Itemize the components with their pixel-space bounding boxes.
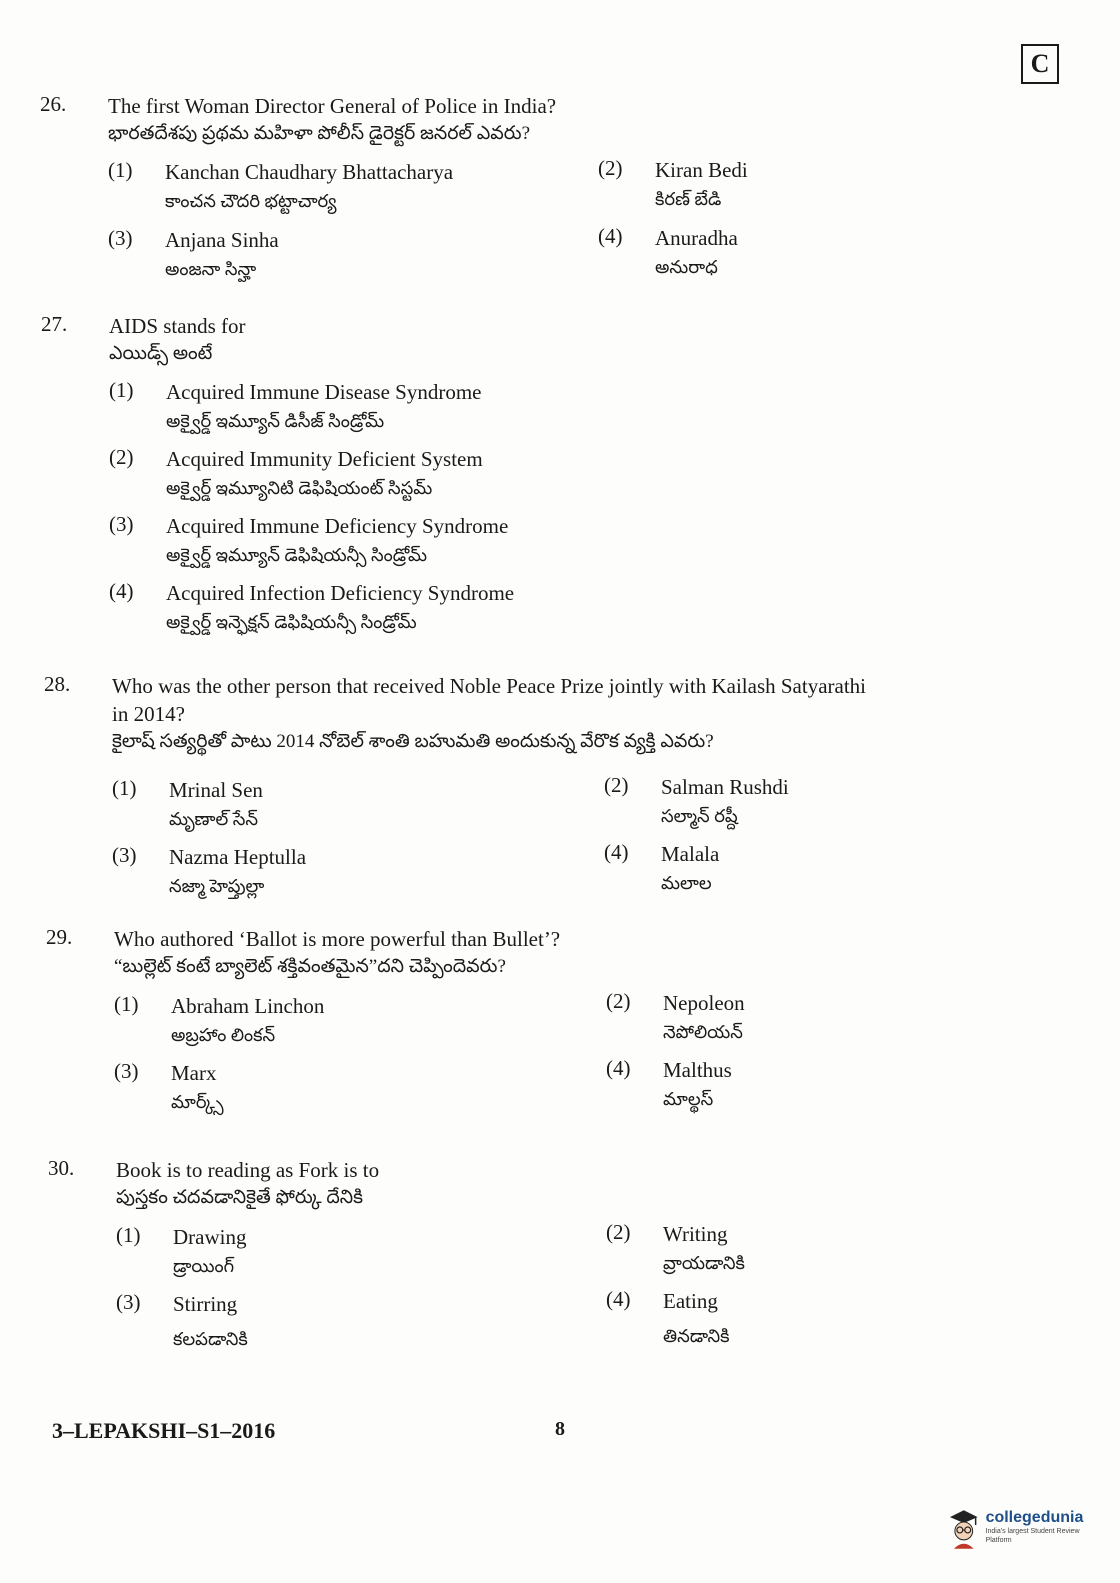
option-text-te: నెపోలియన్ xyxy=(663,1022,743,1042)
option-number: (2) xyxy=(606,989,631,1013)
collegedunia-logo xyxy=(946,1503,1106,1551)
option-text-te: అక్వైర్డ్ ఇమ్యూనిటి డెఫిషియంట్ సిస్టమ్ xyxy=(166,478,433,498)
option-text-te: మలాల xyxy=(661,873,712,893)
option-number: (2) xyxy=(606,1220,631,1244)
option-text-en: Drawing xyxy=(173,1225,247,1249)
option-text-en: Abraham Linchon xyxy=(171,994,325,1018)
question-text-en-line2: in 2014? xyxy=(112,702,185,726)
question-text-te: భారతదేశపు ప్రథమ మహిళా పోలీస్ డైరెక్టర్ జనరల్ ఎవరు? xyxy=(108,123,531,144)
option-text-te: అబ్రహాం లింకన్ xyxy=(171,1025,276,1045)
option-text-te: మార్క్స్ xyxy=(171,1092,224,1112)
option-number: (4) xyxy=(606,1056,631,1080)
option-text-te: మాల్థస్ xyxy=(663,1089,714,1109)
option-number: (3) xyxy=(109,512,134,536)
option-text-te: నజ్మా హెప్తుల్లా xyxy=(169,876,265,896)
page-number: 8 xyxy=(555,1418,565,1440)
option-text-te: తినడానికి xyxy=(663,1326,730,1346)
option-number: (4) xyxy=(604,840,629,864)
option-number: (1) xyxy=(109,378,134,402)
question-number: 27. xyxy=(41,312,68,336)
logo-tagline: India's largest Student Review Platform xyxy=(985,1528,1080,1544)
logo-name: collegedunia xyxy=(985,1509,1084,1526)
question-text-te: ఎయిడ్స్ అంటే xyxy=(109,343,213,364)
option-text-te: అంజనా సిన్హా xyxy=(165,259,257,279)
option-text-en: Acquired Immunity Deficient System xyxy=(166,447,483,471)
option-text-en: Nepoleon xyxy=(663,991,745,1015)
option-text-en: Salman Rushdi xyxy=(661,775,789,799)
option-text-en: Marx xyxy=(171,1061,217,1085)
question-text-te: “బుల్లెట్ కంటే బ్యాలెట్ శక్తివంతమైన”దని చెప్పిందెవరు? xyxy=(114,956,506,977)
question-text-te: కైలాష్ సత్యర్థితో పాటు 2014 నోబెల్ శాంతి బహుమతి అందుకున్న వేరొక వ్యక్తి ఎవరు? xyxy=(112,731,714,752)
option-text-te: అక్వైర్డ్ ఇమ్యూన్ డెఫిషియన్సీ సిండ్రోమ్ xyxy=(166,545,428,565)
option-text-te: అనురాధ xyxy=(655,257,718,277)
option-number: (3) xyxy=(114,1059,139,1083)
option-text-en: Malthus xyxy=(663,1058,732,1082)
option-text-te: సల్మాన్ రష్దీ xyxy=(661,806,738,826)
question-text-te: పుస్తకం చదవడానికైతే ఫోర్కు దేనికి xyxy=(116,1187,364,1208)
option-text-en: Kanchan Chaudhary Bhattacharya xyxy=(165,160,454,184)
option-text-en: Eating xyxy=(663,1289,718,1313)
option-number: (4) xyxy=(606,1287,631,1311)
option-text-en: Stirring xyxy=(173,1292,238,1316)
option-text-en: Acquired Infection Deficiency Syndrome xyxy=(166,581,515,605)
option-number: (2) xyxy=(598,156,623,180)
option-number: (3) xyxy=(112,843,137,867)
option-text-en: Writing xyxy=(663,1222,728,1246)
set-code-box: C xyxy=(1021,44,1059,84)
option-text-en: Acquired Immune Disease Syndrome xyxy=(166,380,482,404)
option-text-te: అక్వైర్డ్ ఇమ్యూన్ డిసీజ్ సిండ్రోమ్ xyxy=(166,411,385,431)
option-number: (2) xyxy=(109,445,134,469)
option-text-te: అక్వైర్డ్ ఇన్ఫెక్షన్ డెఫిషియన్సీ సిండ్రోమ్ xyxy=(166,612,417,632)
option-text-te: కిరణ్ బేడి xyxy=(655,189,722,209)
option-number: (1) xyxy=(112,776,137,800)
option-text-te: కాంచన చౌదరి భట్టాచార్య xyxy=(165,191,337,211)
question-text-en: The first Woman Director General of Police in India? xyxy=(108,94,557,118)
option-number: (3) xyxy=(116,1290,141,1314)
option-text-en: Kiran Bedi xyxy=(655,158,748,182)
graduate-icon xyxy=(946,1505,982,1549)
option-text-en: Acquired Immune Deficiency Syndrome xyxy=(166,514,509,538)
option-text-te: వ్రాయడానికి xyxy=(663,1253,745,1273)
option-text-en: Mrinal Sen xyxy=(169,778,263,802)
option-number: (1) xyxy=(108,158,133,182)
option-text-te: కలపడానికి xyxy=(173,1329,248,1349)
option-number: (1) xyxy=(114,992,139,1016)
option-text-en: Anuradha xyxy=(655,226,738,250)
question-text-en: AIDS stands for xyxy=(109,314,246,338)
option-text-te: డ్రాయింగ్ xyxy=(173,1256,235,1276)
option-text-te: మృణాల్ సేన్ xyxy=(169,809,259,829)
option-number: (2) xyxy=(604,773,629,797)
question-number: 30. xyxy=(48,1156,75,1180)
option-text-en: Nazma Heptulla xyxy=(169,845,307,869)
question-number: 26. xyxy=(40,92,67,116)
option-text-en: Malala xyxy=(661,842,720,866)
question-text-en: Who was the other person that received Noble Peace Prize jointly with Kailash Satyarathi xyxy=(112,674,867,698)
option-number: (3) xyxy=(108,226,133,250)
option-text-en: Anjana Sinha xyxy=(165,228,279,252)
question-text-en: Who authored ‘Ballot is more powerful than Bullet’? xyxy=(114,927,561,951)
question-text-en: Book is to reading as Fork is to xyxy=(116,1158,380,1182)
option-number: (4) xyxy=(598,224,623,248)
option-number: (4) xyxy=(109,579,134,603)
option-number: (1) xyxy=(116,1223,141,1247)
question-number: 29. xyxy=(46,925,73,949)
question-number: 28. xyxy=(44,672,71,696)
paper-code: 3–LEPAKSHI–S1–2016 xyxy=(52,1418,276,1443)
